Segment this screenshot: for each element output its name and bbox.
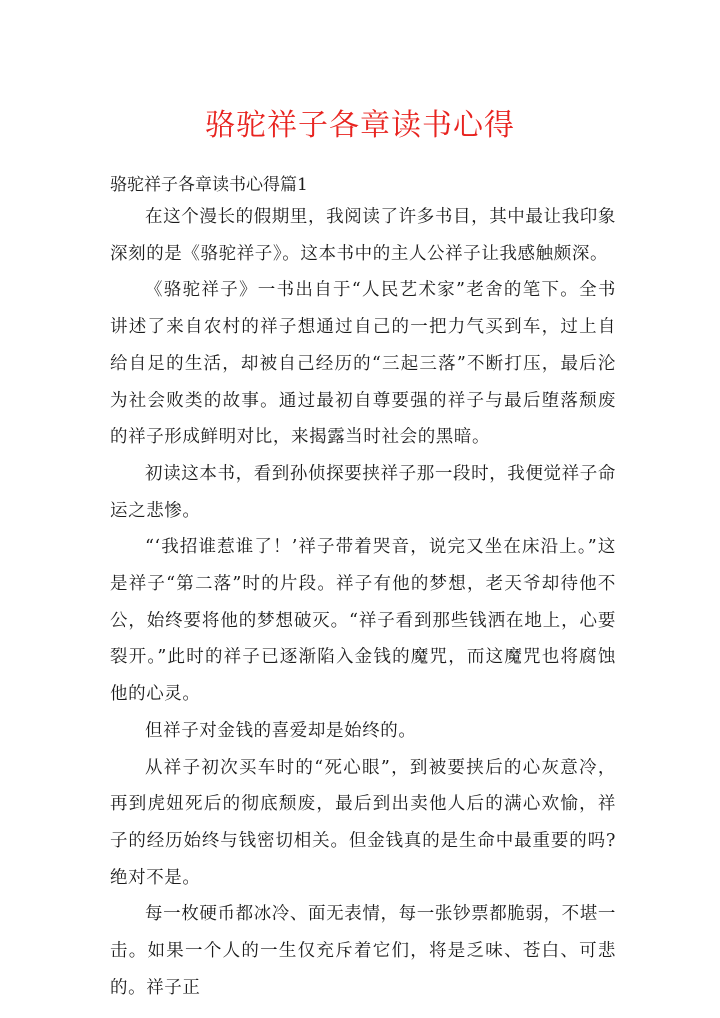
section-heading: 骆驼祥子各章读书心得篇1: [110, 175, 308, 195]
paragraph: 在这个漫长的假期里，我阅读了许多书目，其中最让我印象深刻的是《骆驼祥子》。这本书中的主人公祥子让我感触颇深。: [110, 207, 616, 264]
document-body: [110, 199, 616, 1006]
paragraph: 每一枚硬币都冰冷、面无表情，每一张钞票都脆弱，不堪一击。如果一个人的一生仅充斥着它们，将是乏味、苍白、可悲的。祥子正: [110, 904, 616, 998]
paragraph: 从祥子初次买车时的“死心眼”，到被要挟后的心灰意冷，再到虎妞死后的彻底颓废，最后到出卖他人后的满心欢愉，祥子的经历始终与钱密切相关。但金钱真的是生命中最重要的吗?绝对不是。: [110, 757, 616, 888]
paragraph: 但祥子对金钱的喜爱却是始终的。: [145, 720, 417, 741]
document-title: 骆驼祥子各章读书心得: [205, 108, 515, 143]
paragraph: 《骆驼祥子》一书出自于“人民艺术家”老舍的笔下。全书讲述了来自农村的祥子想通过自己的一把力气买到车，过上自给自足的生活，却被自己经历的“三起三落”不断打压，最后沦为社会败类的故事。通过最初自尊要强的祥子与最后堕落颓废的祥子形成鲜明对比，来揭露当时社会的黑暗。: [110, 280, 616, 448]
paragraph: “‘我招谁惹谁了！’祥子带着哭音，说完又坐在床沿上。”这是祥子“第二落”时的片段。祥子有他的梦想，老天爷却待他不公，始终要将他的梦想破灭。“祥子看到那些钱洒在地上，心要裂开。”此时的祥子已逐渐陷入金钱的魔咒，而这魔咒也将腐蚀他的心灵。: [110, 537, 616, 705]
paragraph: 初读这本书，看到孙侦探要挟祥子那一段时，我便觉祥子命运之悲惨。: [110, 463, 616, 521]
